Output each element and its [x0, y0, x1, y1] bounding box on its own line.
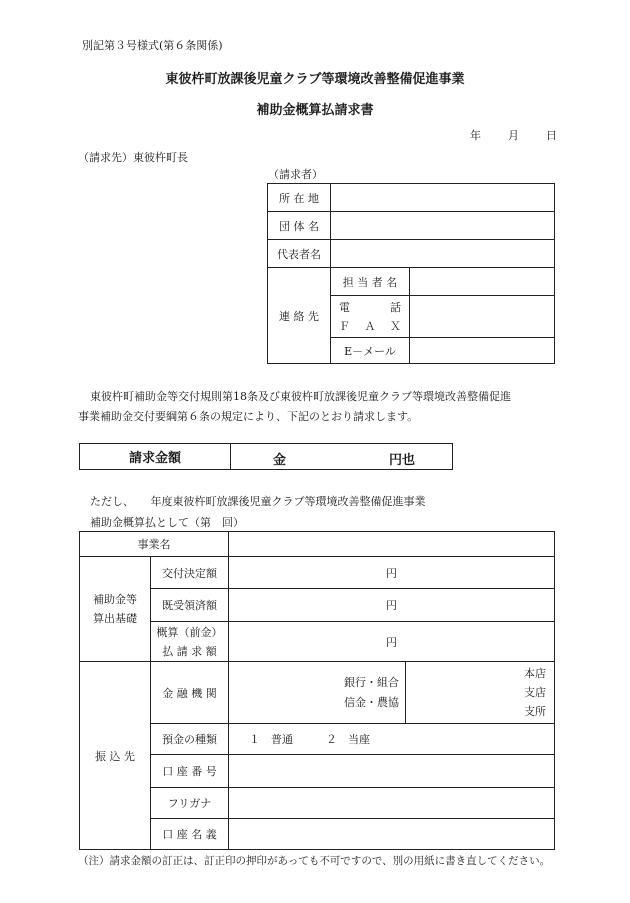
person-label: 担 当 者 名	[331, 268, 410, 296]
amount-table	[79, 443, 453, 470]
fax-label-2: Ａ	[364, 319, 376, 333]
requester-table	[267, 183, 555, 364]
bank-type-1: 銀行・組合	[344, 675, 399, 689]
prepay-label	[151, 622, 229, 662]
basis-label	[80, 557, 151, 662]
branch-2: 支店	[524, 686, 546, 699]
account-no-label: 口 座 番 号	[151, 755, 229, 788]
account-no-field[interactable]	[229, 755, 555, 788]
decided-label: 交付決定額	[151, 557, 229, 589]
furigana-label: フリガナ	[151, 788, 229, 819]
date-day: 日	[546, 129, 557, 142]
title-line1: 東彼杵町放課後児童クラブ等環境改善整備促進事業	[165, 72, 465, 87]
amount-kin: 金	[273, 453, 287, 468]
org-label: 団 体 名	[268, 212, 331, 240]
title-line2: 補助金概算払請求書	[256, 103, 374, 118]
tel-fax-label	[331, 296, 410, 338]
proviso-line2: 補助金概算払として（第 回）	[90, 516, 244, 529]
contact-label: 連 絡 先	[268, 268, 331, 364]
rep-field[interactable]	[331, 240, 555, 268]
deposit-type-label: 預金の種類	[151, 724, 229, 755]
basis-label-2: 算出基礎	[93, 612, 137, 625]
prepay-label-2: 払 請 求 額	[162, 644, 217, 658]
bank-type-2: 信金・農協	[344, 695, 399, 709]
tel-label-2: 話	[390, 300, 401, 314]
bank-label: 金 融 機 関	[151, 662, 229, 724]
bank-field[interactable]	[229, 662, 406, 724]
tel-label-1: 電	[339, 300, 350, 314]
branch-3: 支所	[524, 705, 546, 718]
project-label: 事業名	[80, 532, 229, 557]
address-label: 所 在 地	[268, 184, 331, 212]
body-line2: 事業補助金交付要綱第６条の規定により、下記のとおり請求します。	[78, 410, 419, 423]
rep-label: 代表者名	[268, 240, 331, 268]
received-label: 既受領済額	[151, 589, 229, 622]
amount-label: 請求金額	[80, 444, 231, 470]
requester-label: （請求者）	[268, 168, 323, 181]
email-field[interactable]	[410, 338, 555, 364]
fax-label-3: Ｘ	[390, 319, 401, 333]
person-field[interactable]	[410, 268, 555, 296]
email-label: E－メール	[331, 338, 410, 364]
main-table	[79, 531, 555, 850]
tel-fax-field[interactable]	[410, 296, 555, 338]
body-line1: 東彼杵町補助金等交付規則第18条及び東彼杵町放課後児童クラブ等環境改善整備促進	[90, 390, 511, 403]
deposit-type-options[interactable]: １ 普通 ２ 当座	[229, 724, 555, 755]
date-month: 月	[508, 129, 519, 142]
org-field[interactable]	[331, 212, 555, 240]
addressee: （請求先）東彼杵町長	[78, 151, 188, 164]
branch-1: 本店	[524, 667, 546, 680]
branch-field[interactable]	[406, 662, 555, 724]
prepay-label-1: 概算（前金）	[156, 625, 223, 639]
amount-yen: 円也	[389, 453, 416, 468]
decided-field[interactable]	[229, 557, 555, 589]
address-field[interactable]	[331, 184, 555, 212]
amount-field[interactable]	[231, 444, 453, 470]
holder-label: 口 座 名 義	[151, 819, 229, 850]
fax-label-1: Ｆ	[339, 319, 350, 333]
form-reference: 別記第３号様式(第６条関係)	[82, 39, 223, 52]
date-year: 年	[470, 129, 481, 142]
holder-field[interactable]	[229, 819, 555, 850]
project-field[interactable]	[229, 532, 555, 557]
transfer-label: 振 込 先	[80, 662, 151, 850]
decided-yen: 円	[386, 566, 397, 580]
prepay-field[interactable]	[229, 622, 555, 662]
footnote: （注）請求金額の訂正は、訂正印の押印があっても不可ですので、別の用紙に書き直してください。	[78, 855, 551, 867]
basis-label-1: 補助金等	[93, 593, 137, 606]
received-yen: 円	[386, 599, 397, 612]
proviso-line1: ただし、 年度東彼杵町放課後児童クラブ等環境改善整備促進事業	[90, 495, 426, 508]
received-field[interactable]	[229, 589, 555, 622]
furigana-field[interactable]	[229, 788, 555, 819]
prepay-yen: 円	[386, 635, 397, 649]
